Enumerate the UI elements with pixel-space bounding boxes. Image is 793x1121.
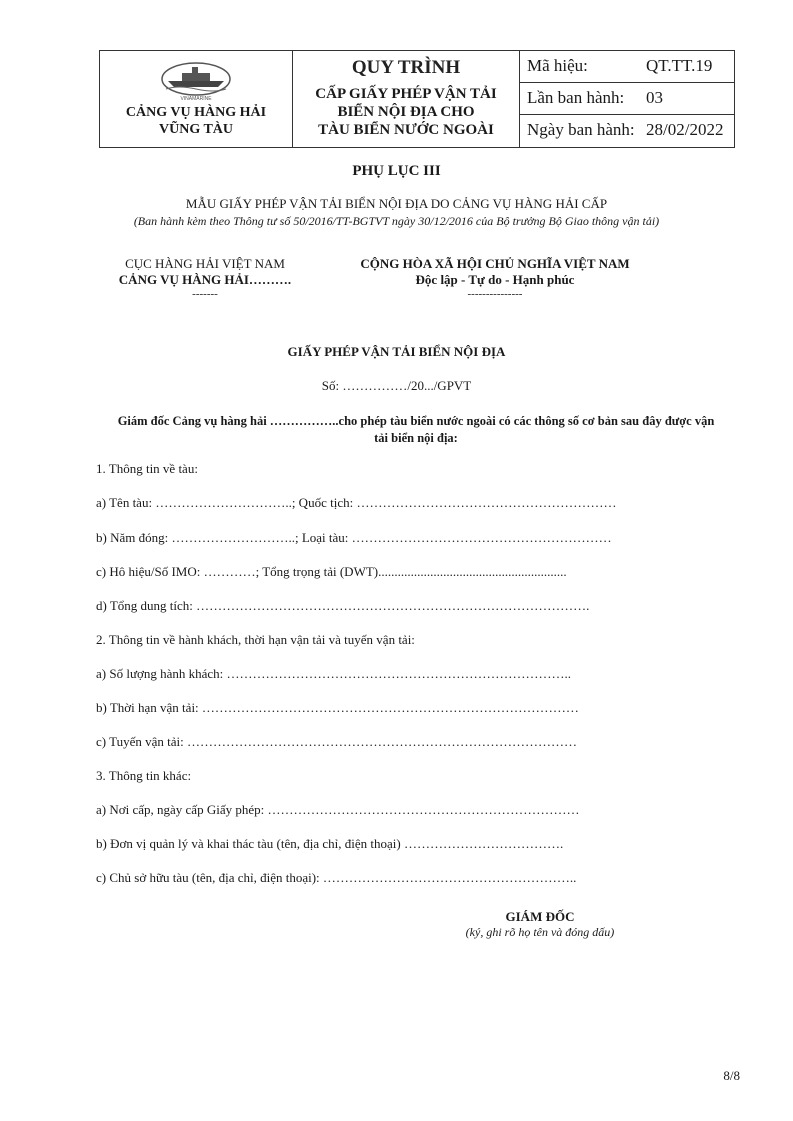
document-number: Số: ……………/20.../GPVT [321, 378, 472, 393]
document-title: GIẤY PHÉP VẬN TẢI BIỂN NỘI ĐỊA [287, 344, 506, 359]
field-build-year: b) Năm đóng: ………………………..; Loại tàu: …………………………………………………… [96, 530, 612, 545]
field-gross-tonnage: d) Tổng dung tích: ………………………………………………………………………………. [96, 598, 590, 613]
process-cell [293, 51, 520, 147]
field-callsign-imo: c) Hô hiệu/Số IMO: …………; Tổng trọng tải (DWT).......................................................... [96, 564, 567, 579]
motto-rule: --------------- [467, 288, 523, 300]
vinamarine-logo [158, 59, 234, 101]
left-org-line2: CẢNG VỤ HÀNG HẢI………. [118, 272, 292, 287]
signature-title: GIÁM ĐỐC [505, 909, 575, 924]
date-row [520, 115, 734, 146]
process-title: QUY TRÌNH [351, 57, 461, 78]
code-label: Mã hiệu: [527, 56, 588, 75]
left-org-rule: ------- [192, 288, 218, 300]
field-owner: c) Chủ sở hữu tàu (tên, địa chỉ, điện thoại): ………………………………………………….. [96, 870, 577, 885]
field-operator: b) Đơn vị quản lý và khai thác tàu (tên, địa chỉ, điện thoại) ………………………………. [96, 836, 564, 851]
national-title: CỘNG HÒA XÃ HỘI CHỦ NGHĨA VIỆT NAM [360, 256, 630, 271]
code-value: QT.TT.19 [646, 56, 713, 75]
org-cell [100, 51, 293, 147]
issue-row [520, 83, 734, 115]
issue-value: 03 [646, 88, 663, 107]
national-motto: Độc lập - Tự do - Hạnh phúc [415, 272, 575, 287]
header-table [99, 50, 735, 148]
right-org [330, 256, 660, 300]
field-passenger-count: a) Số lượng hành khách: …………………………………………………………………….. [96, 666, 572, 681]
page-number: 8/8 [723, 1068, 740, 1083]
org-name: CẢNG VỤ HÀNG HẢI VŨNG TÀU [125, 105, 267, 137]
section-other-info: 3. Thông tin khác: [96, 768, 192, 783]
date-label: Ngày ban hành: [527, 120, 635, 139]
section-passenger-info: 2. Thông tin về hành khách, thời hạn vận tải và tuyến vận tải: [96, 632, 415, 647]
code-row [520, 51, 734, 83]
field-ship-name: a) Tên tàu: …………………………..; Quốc tịch: …………………………………………………… [96, 495, 617, 510]
signature-block [420, 909, 660, 940]
date-value: 28/02/2022 [646, 120, 724, 139]
left-org-line1: CỤC HÀNG HẢI VIỆT NAM [125, 256, 285, 271]
appendix-subtitle: MẪU GIẤY PHÉP VẬN TẢI BIỂN NỘI ĐỊA DO CẢNG VỤ HÀNG HẢI CẤP [185, 196, 608, 211]
field-transport-period: b) Thời hạn vận tải: …………………………………………………………………………… [96, 700, 579, 715]
signature-note: (ký, ghi rõ họ tên và đóng dấu) [465, 925, 615, 939]
meta-cell [520, 51, 734, 147]
left-org [100, 256, 310, 300]
appendix-note: (Ban hành kèm theo Thông tư số 50/2016/TT-BGTVT ngày 30/12/2016 của Bộ trưởng Bộ Giao thông vận tải) [133, 214, 660, 228]
field-issue-place-date: a) Nơi cấp, ngày cấp Giấy phép: ……………………………………………………………… [96, 802, 580, 817]
section-ship-info: 1. Thông tin về tàu: [96, 461, 198, 476]
document-intro: Giám đốc Cảng vụ hàng hải ……………..cho phép tàu biển nước ngoài có các thông số cơ bản sau đây được vận tải biển nội địa: [117, 414, 715, 445]
appendix-title: PHỤ LỤC III [352, 163, 441, 179]
issue-label: Lần ban hành: [527, 88, 625, 107]
process-subtitle: CẤP GIẤY PHÉP VẬN TẢI BIỂN NỘI ĐỊA CHO TÀU BIỂN NƯỚC NGOÀI [315, 86, 497, 138]
field-route: c) Tuyến vận tải: ……………………………………………………………………………… [96, 734, 577, 749]
svg-text:VINAMARINE: VINAMARINE [180, 96, 212, 101]
